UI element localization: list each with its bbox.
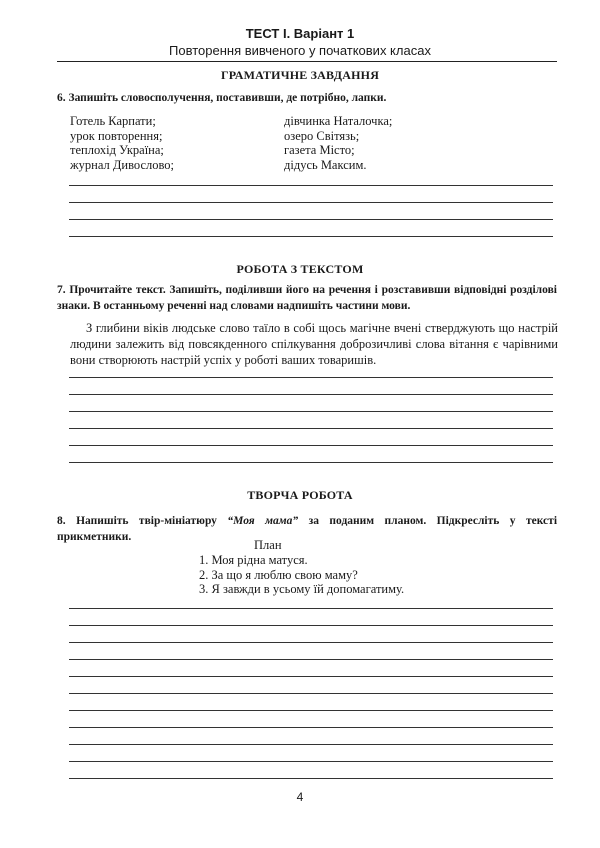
answer-line[interactable] (69, 676, 553, 677)
task-6-left-column (70, 114, 174, 172)
task-8-number: 8. (57, 515, 66, 527)
task-6-right-column (284, 114, 392, 172)
section-title-grammar: ГРАМАТИЧНЕ ЗАВДАННЯ (220, 68, 380, 82)
task-7-text: Прочитайте текст. Запишіть, поділивши його на речення і розставивши відповідні розділові знаки. В останньому реченні над словами надпишіть частини мови. (57, 284, 558, 312)
answer-line[interactable] (69, 642, 553, 643)
task-7-instruction (57, 282, 557, 314)
section-title-creative: ТВОРЧА РОБОТА (247, 488, 353, 502)
task-6-number: 6. (57, 92, 66, 104)
answer-line[interactable] (69, 778, 553, 779)
answer-lines-task-8 (69, 608, 553, 779)
answer-line[interactable] (69, 185, 553, 186)
answer-line[interactable] (69, 411, 553, 412)
page-title: ТЕСТ І. Варіант 1 (245, 26, 355, 41)
list-item: газета Місто; (284, 143, 355, 157)
section-title-text-work: РОБОТА З ТЕКСТОМ (236, 262, 364, 276)
plan-item: 2. За що я люблю свою маму? (199, 567, 358, 582)
answer-line[interactable] (69, 710, 553, 711)
answer-line[interactable] (69, 445, 553, 446)
answer-line[interactable] (69, 394, 553, 395)
plan-item: 3. Я завжди в усьому їй допомагатиму. (199, 582, 405, 596)
list-item: озеро Світязь; (284, 128, 360, 143)
task-8-instruction (57, 513, 557, 545)
answer-line[interactable] (69, 236, 553, 237)
plan-title: План (254, 538, 282, 552)
task-6-text: Запишіть словосполучення, поставивши, де потрібно, лапки. (68, 92, 387, 104)
task-7-paragraph: З глибини віків людське слово таїло в собі щось магічне вчені стверджують що настрій людини залежить від повсякденного спілкування доброзичливі слова вітання є чарівними вони створюють настрій успіх у роботі ваших товаришів. (70, 321, 558, 367)
list-item: теплохід Україна; (70, 143, 164, 157)
answer-line[interactable] (69, 428, 553, 429)
answer-line[interactable] (69, 608, 553, 609)
answer-lines-task-6 (69, 185, 553, 237)
task-8-text-before: Напишіть твір-мініатюру (76, 515, 217, 527)
plan-list (199, 553, 404, 597)
answer-lines-task-7 (69, 377, 553, 463)
task-7-number: 7. (57, 284, 66, 296)
list-item: Готель Карпати; (70, 114, 156, 128)
list-item: журнал Дивослово; (70, 157, 175, 172)
answer-line[interactable] (69, 377, 553, 378)
header-divider (57, 61, 557, 62)
answer-line[interactable] (69, 744, 553, 745)
answer-line[interactable] (69, 625, 553, 626)
task-8-text-after: за поданим планом. Підкресліть у тексті прикметники. (57, 515, 558, 543)
answer-line[interactable] (69, 659, 553, 660)
task-8-essay-title: “Моя мама” (227, 515, 299, 527)
list-item: урок повторення; (70, 128, 163, 143)
page-number: 4 (296, 790, 304, 804)
page-subtitle: Повторення вивченого у початкових класах (169, 43, 431, 58)
answer-line[interactable] (69, 202, 553, 203)
answer-line[interactable] (69, 693, 553, 694)
list-item: дідусь Максим. (284, 157, 367, 172)
answer-line[interactable] (69, 219, 553, 220)
answer-line[interactable] (69, 761, 553, 762)
task-6-instruction (57, 90, 557, 106)
plan-item: 1. Моя рідна матуся. (199, 553, 308, 567)
answer-line[interactable] (69, 727, 553, 728)
list-item: дівчинка Наталочка; (284, 114, 393, 128)
answer-line[interactable] (69, 462, 553, 463)
